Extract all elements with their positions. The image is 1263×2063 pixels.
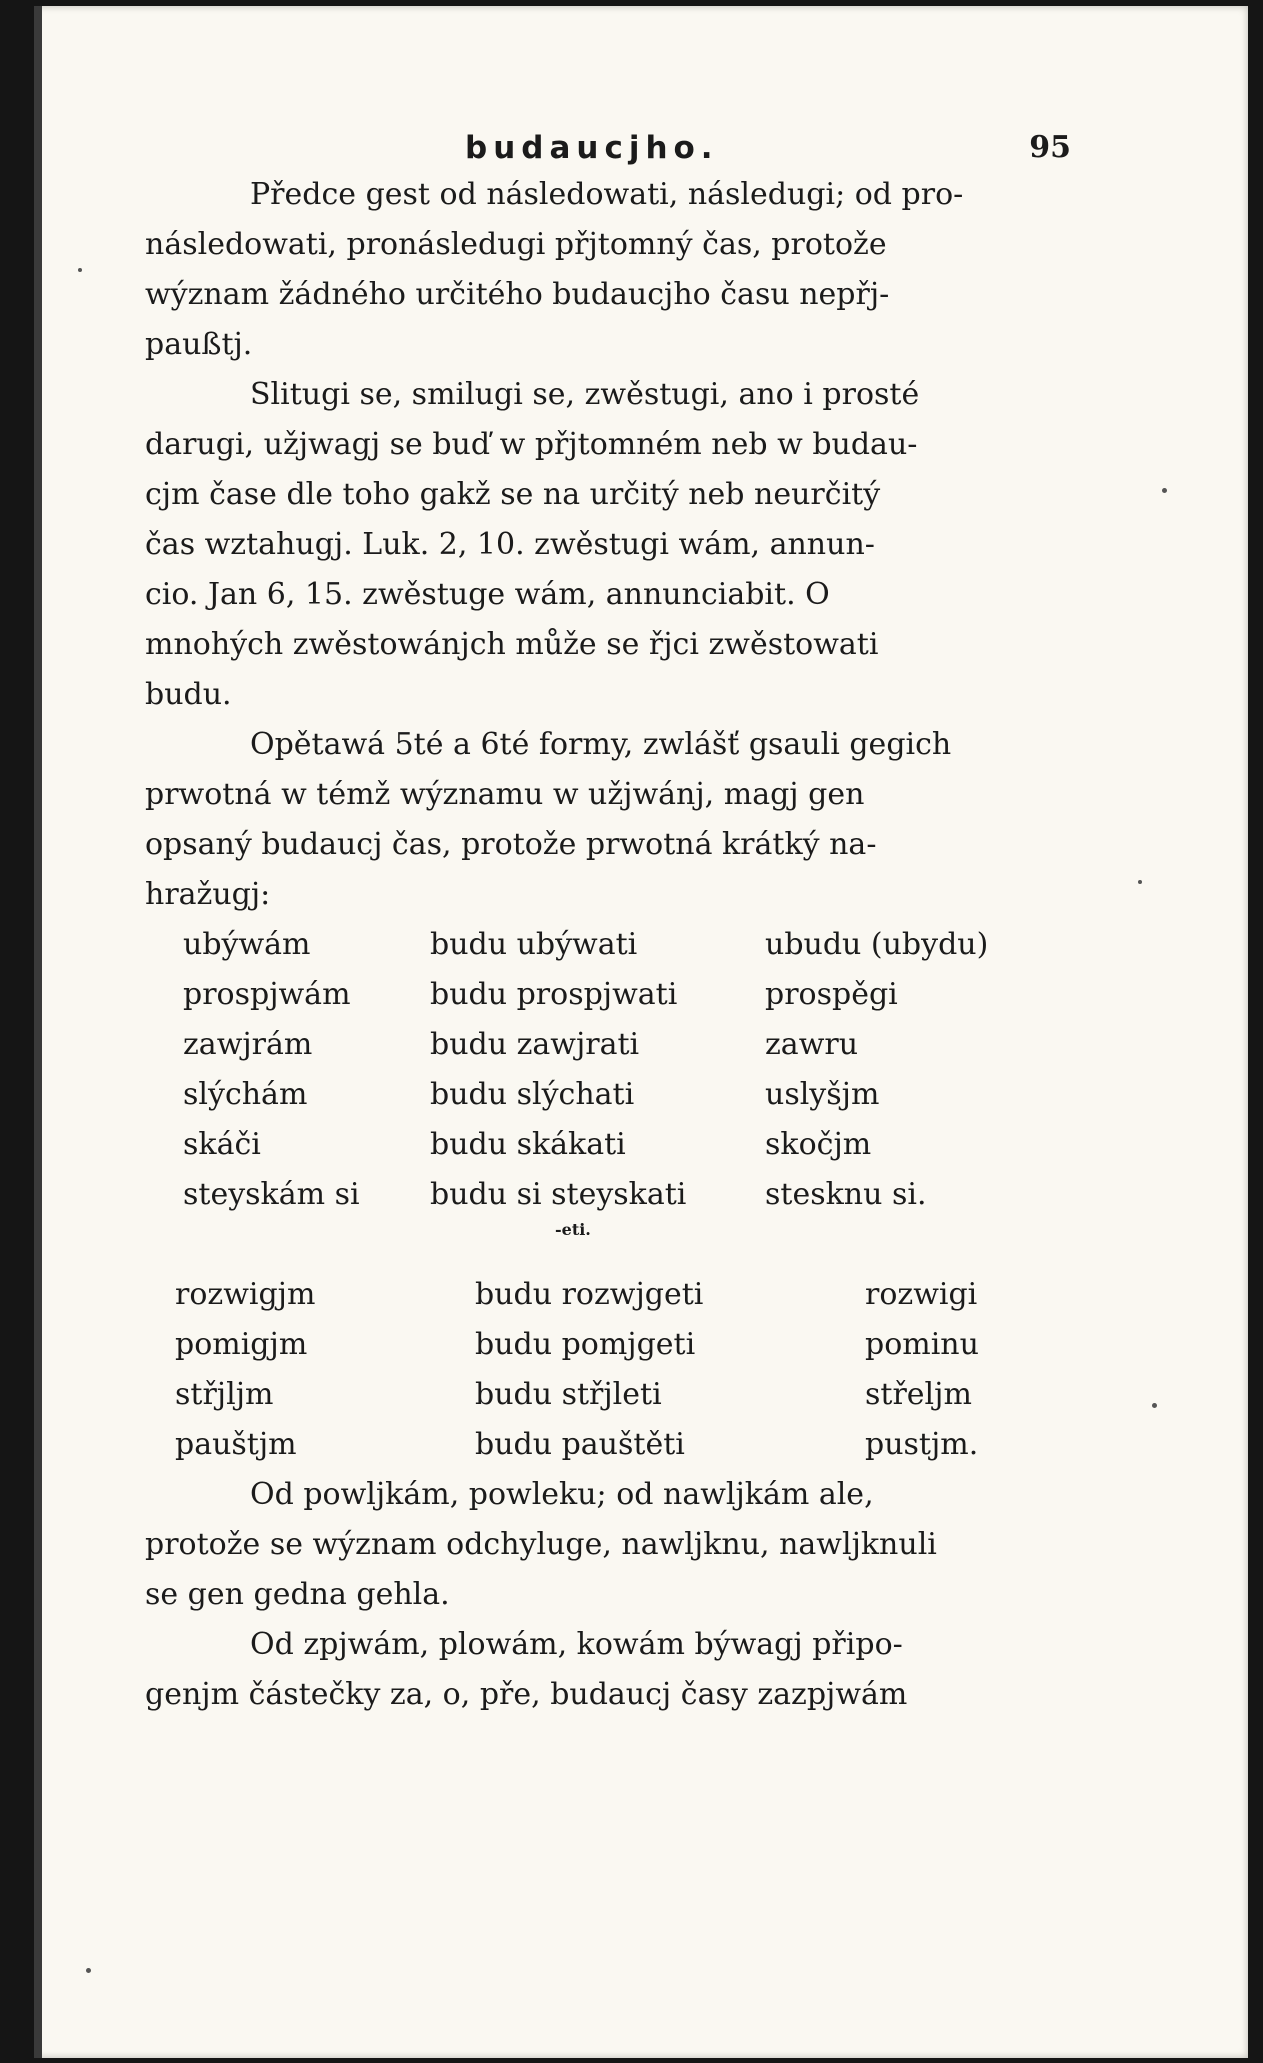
present-form: pomigjm [175, 1327, 308, 1362]
text-line: Slitugi se, smilugi se, zwěstugi, ano i prosté [250, 377, 920, 412]
paper-speck [86, 1968, 91, 1973]
conjugation-row [145, 1020, 1065, 1070]
present-form: steyskám si [183, 1177, 360, 1212]
paragraph-1 [145, 170, 1065, 370]
future-simple: stesknu si. [765, 1177, 927, 1212]
paragraph-2 [145, 370, 1065, 720]
paper-speck [78, 268, 82, 272]
present-form: prospjwám [183, 977, 351, 1012]
text-line: cjm čase dle toho gakž se na určitý neb neurčitý [145, 477, 881, 512]
future-periphrastic: budu ubýwati [430, 927, 638, 962]
text-line: Předce gest od následowati, následugi; od pro- [250, 177, 964, 212]
future-simple: rozwigi [865, 1277, 978, 1312]
conjugation-row [145, 1370, 1065, 1420]
present-form: pauštjm [175, 1427, 297, 1462]
future-periphrastic: budu pauštěti [475, 1427, 685, 1462]
text-line: budu. [145, 677, 232, 712]
text-line: genjm částečky za, o, pře, budaucj časy zazpjwám [145, 1677, 908, 1712]
future-periphrastic: budu slýchati [430, 1077, 635, 1112]
page-gutter-edge [34, 6, 42, 2058]
future-simple: zawru [765, 1027, 859, 1062]
future-simple: střeljm [865, 1377, 972, 1412]
conjugation-row [145, 920, 1065, 970]
future-simple: pominu [865, 1327, 979, 1362]
future-simple: uslyšjm [765, 1077, 880, 1112]
suffix-label: -eti. [555, 1220, 591, 1239]
text-line: mnohých zwěstowánjch může se řjci zwěstowati [145, 627, 879, 662]
future-periphrastic: budu skákati [430, 1127, 626, 1162]
text-line: protože se wýznam odchyluge, nawljknu, nawljknuli [145, 1527, 937, 1562]
conjugation-row [145, 1120, 1065, 1170]
future-simple: skočjm [765, 1127, 872, 1162]
conjugation-row [145, 1170, 1065, 1220]
future-periphrastic: budu rozwjgeti [475, 1277, 704, 1312]
future-periphrastic: budu pomjgeti [475, 1327, 696, 1362]
text-line: opsaný budaucj čas, protože prwotná krátký na- [145, 827, 877, 862]
text-line: Od powljkám, powleku; od nawljkám ale, [250, 1477, 874, 1512]
page-text-block [145, 110, 1071, 1720]
conjugation-table-2 [145, 1270, 1065, 1470]
text-line: následowati, pronásledugi přjtomný čas, protože [145, 227, 887, 262]
future-periphrastic: budu zawjrati [430, 1027, 640, 1062]
paper-speck [1152, 1403, 1157, 1408]
paragraph-5 [145, 1620, 1065, 1720]
text-line: se gen gedna gehla. [145, 1577, 450, 1612]
future-simple: prospěgi [765, 977, 898, 1012]
present-form: ubýwám [183, 927, 311, 962]
present-form: zawjrám [183, 1027, 313, 1062]
text-line: Od zpjwám, plowám, kowám býwagj připo- [250, 1627, 903, 1662]
running-title: budaucjho. [465, 130, 719, 166]
paper-speck [1162, 488, 1167, 493]
present-form: rozwigjm [175, 1277, 316, 1312]
present-form: skáči [183, 1127, 261, 1162]
conjugation-row [145, 1270, 1065, 1320]
conjugation-table-1 [145, 920, 1065, 1220]
suffix-heading [145, 1220, 1065, 1270]
paragraph-4 [145, 1470, 1065, 1620]
present-form: střjljm [175, 1377, 274, 1412]
page-number: 95 [1029, 130, 1071, 165]
future-simple: pustjm. [865, 1427, 979, 1462]
conjugation-row [145, 1070, 1065, 1120]
text-line: čas wztahugj. Luk. 2, 10. zwěstugi wám, annun- [145, 527, 875, 562]
text-line: wýznam žádného určitého budaucjho času nepřj- [145, 277, 890, 312]
present-form: slýchám [183, 1077, 308, 1112]
text-line: cio. Jan 6, 15. zwěstuge wám, annunciabit. O [145, 577, 830, 612]
text-line: paußtj. [145, 327, 253, 362]
text-line: hražugj: [145, 877, 271, 912]
future-simple: ubudu (ubydu) [765, 927, 989, 962]
text-line: darugi, užjwagj se buď w přjtomném neb w budau- [145, 427, 918, 462]
future-periphrastic: budu si steyskati [430, 1177, 687, 1212]
text-line: Opětawá 5té a 6té formy, zwlášť gsauli gegich [250, 727, 952, 762]
conjugation-row [145, 1420, 1065, 1470]
text-line: prwotná w témž wýznamu w užjwánj, magj gen [145, 777, 865, 812]
paper-speck [1138, 880, 1142, 884]
future-periphrastic: budu prospjwati [430, 977, 678, 1012]
running-head [145, 110, 1071, 170]
conjugation-row [145, 970, 1065, 1020]
paragraph-3 [145, 720, 1065, 920]
future-periphrastic: budu střjleti [475, 1377, 662, 1412]
conjugation-row [145, 1320, 1065, 1370]
